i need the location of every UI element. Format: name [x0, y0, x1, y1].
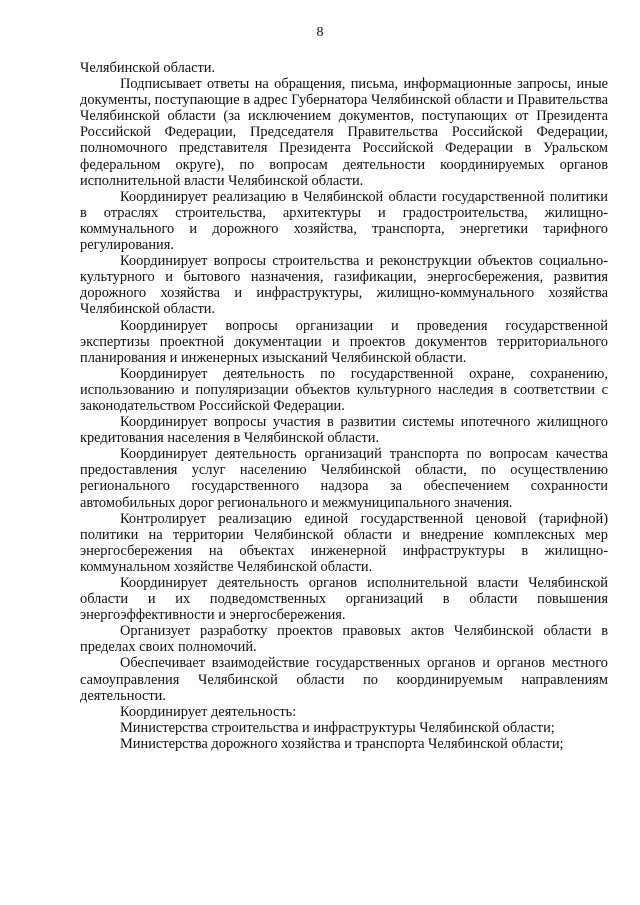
paragraph-15: Министерства дорожного хозяйства и транспорта Челябинской области; [120, 735, 564, 752]
document-body [80, 60, 608, 752]
paragraph-3: Координирует реализацию в Челябинской области государственной политики в отраслях строительства, архитектуры и градостроительства, жилищно-коммунального и дорожного хозяйства, транспорта, энергетики тарифного регулирования. [80, 188, 608, 254]
paragraph-4: Координирует вопросы строительства и реконструкции объектов социально-культурного и бытового назначения, газификации, энергосбережения, развития дорожного хозяйства и инфраструктуры, жилищно-коммунального хозяйства Челябинской области. [80, 253, 608, 318]
paragraph-13: Координирует деятельность: [120, 703, 297, 720]
paragraph-7: Координирует вопросы участия в развитии системы ипотечного жилищного кредитования населения в Челябинской области. [80, 414, 608, 447]
paragraph-2: Подписывает ответы на обращения, письма, информационные запросы, иные документы, поступающие в адрес Губернатора Челябинской области и Правительства Челябинской области (за исключением документов, поступающих от Президента Российской Федерации, Председателя Правительства Российской Федерации, полномочного представителя Президента Российской Федерации в Уральском федеральном округе), по вопросам деятельности координируемых органов исполнительной власти Челябинской области. [80, 76, 608, 189]
paragraph-8: Координирует деятельность организаций транспорта по вопросам качества предоставления услуг населению Челябинской области, по осуществлению регионального государственного надзора за обеспечением сохранности автомобильных дорог регионального и межмуниципального значения. [80, 446, 608, 511]
paragraph-12: Обеспечивает взаимодействие государственных органов и органов местного самоуправления Челябинской области по координируемым направлениям деятельности. [80, 655, 608, 704]
paragraph-9: Контролирует реализацию единой государственной ценовой (тарифной) политики на территории Челябинской области и внедрение комплексных мер энергосбережения на объектах инженерной инфраструктуры в жилищно-коммунальном хозяйстве Челябинской области. [80, 510, 608, 575]
page-number: 8 [316, 25, 324, 40]
paragraph-11: Организует разработку проектов правовых актов Челябинской области в пределах своих полномочий. [80, 623, 608, 656]
paragraph-14: Министерства строительства и инфраструктуры Челябинской области; [120, 719, 555, 736]
paragraph-6: Координирует деятельность по государственной охране, сохранению, использованию и популяризации объектов культурного наследия в соответствии с законодательством Российской Федерации. [80, 365, 608, 414]
paragraph-5: Координирует вопросы организации и проведения государственной экспертизы проектной документации и проектов документов территориального планирования и инженерных изысканий Челябинской области. [80, 317, 608, 366]
paragraph-10: Координирует деятельность органов исполнительной власти Челябинской области и их подведомственных организаций в области повышения энергоэффективности и энергосбережения. [80, 575, 608, 624]
paragraph-1: Челябинской области. [80, 60, 216, 76]
